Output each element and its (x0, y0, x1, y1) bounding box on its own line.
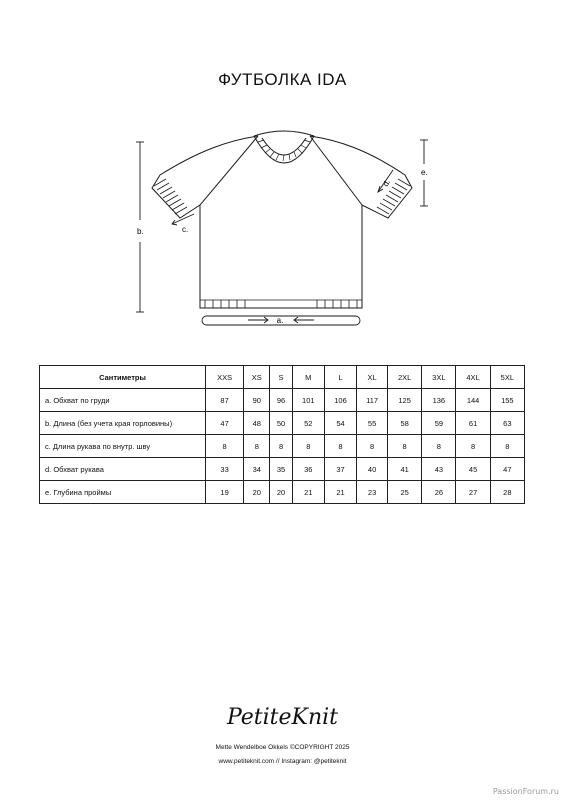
table-row (40, 435, 525, 458)
size-header: 2XL (388, 366, 422, 389)
table-cell: 96 (270, 389, 292, 412)
table-header-row (40, 366, 525, 389)
table-cell: 52 (292, 412, 324, 435)
table-cell: 8 (490, 435, 524, 458)
table-cell: 59 (422, 412, 456, 435)
table-cell: 47 (206, 412, 244, 435)
table-cell: 8 (270, 435, 292, 458)
table-cell: 8 (244, 435, 270, 458)
table-cell: 20 (244, 481, 270, 504)
table-cell: 8 (456, 435, 490, 458)
table-cell: 101 (292, 389, 324, 412)
size-header: XXS (206, 366, 244, 389)
table-cell: 25 (388, 481, 422, 504)
watermark: PassionForum.ru (492, 787, 559, 796)
table-cell: 155 (490, 389, 524, 412)
table-cell: 8 (324, 435, 356, 458)
table-cell: 21 (292, 481, 324, 504)
header-label: Сантиметры (40, 366, 206, 389)
table-cell: 63 (490, 412, 524, 435)
table-cell: 54 (324, 412, 356, 435)
table-cell: 136 (422, 389, 456, 412)
table-cell: 43 (422, 458, 456, 481)
brand-logo: PetiteKnit (226, 705, 339, 730)
page-title: ФУТБОЛКА IDA (218, 70, 347, 89)
table-cell: 125 (388, 389, 422, 412)
table-cell: 26 (422, 481, 456, 504)
table-row (40, 458, 525, 481)
size-header: M (292, 366, 324, 389)
table-cell: 45 (456, 458, 490, 481)
table-cell: 144 (456, 389, 490, 412)
table-cell: 61 (456, 412, 490, 435)
footer-links[interactable]: www.petiteknit.com // Instagram: @petiteknit (218, 758, 347, 765)
table-cell: 55 (357, 412, 388, 435)
size-header: XS (244, 366, 270, 389)
table-cell: 36 (292, 458, 324, 481)
table-cell: 40 (357, 458, 388, 481)
table-cell: 8 (388, 435, 422, 458)
table-cell: 58 (388, 412, 422, 435)
size-header: XL (357, 366, 388, 389)
table-cell: 34 (244, 458, 270, 481)
row-label: d. Обхват рукава (40, 458, 206, 481)
table-cell: 33 (206, 458, 244, 481)
measure-a-label: a. (276, 316, 284, 325)
row-label: b. Длина (без учета края горловины) (40, 412, 206, 435)
table-cell: 8 (357, 435, 388, 458)
table-cell: 8 (422, 435, 456, 458)
size-header: 4XL (456, 366, 490, 389)
size-header: S (270, 366, 292, 389)
table-cell: 23 (357, 481, 388, 504)
table-cell: 37 (324, 458, 356, 481)
row-label: a. Обхват по груди (40, 389, 206, 412)
measure-d-label: d. (381, 177, 393, 189)
measure-c-label: c. (182, 225, 189, 234)
sweater-schematic (0, 120, 565, 335)
table-row (40, 412, 525, 435)
measure-e-label: e. (421, 168, 428, 177)
table-cell: 48 (244, 412, 270, 435)
table-cell: 106 (324, 389, 356, 412)
table-row (40, 481, 525, 504)
row-label: e. Глубина проймы (40, 481, 206, 504)
table-cell: 8 (206, 435, 244, 458)
footer-copyright: Mette Wendelboe Okkels ©COPYRIGHT 2025 (215, 744, 350, 751)
table-cell: 8 (292, 435, 324, 458)
measure-b-label: b. (137, 227, 144, 236)
table-cell: 90 (244, 389, 270, 412)
table-cell: 47 (490, 458, 524, 481)
size-header: 3XL (422, 366, 456, 389)
table-cell: 35 (270, 458, 292, 481)
table-row (40, 389, 525, 412)
size-table (39, 365, 525, 504)
table-cell: 28 (490, 481, 524, 504)
size-header: 5XL (490, 366, 524, 389)
table-cell: 50 (270, 412, 292, 435)
size-header: L (324, 366, 356, 389)
table-cell: 20 (270, 481, 292, 504)
table-cell: 41 (388, 458, 422, 481)
table-cell: 87 (206, 389, 244, 412)
table-cell: 19 (206, 481, 244, 504)
table-cell: 27 (456, 481, 490, 504)
table-cell: 117 (357, 389, 388, 412)
table-cell: 21 (324, 481, 356, 504)
row-label: c. Длина рукава по внутр. шву (40, 435, 206, 458)
